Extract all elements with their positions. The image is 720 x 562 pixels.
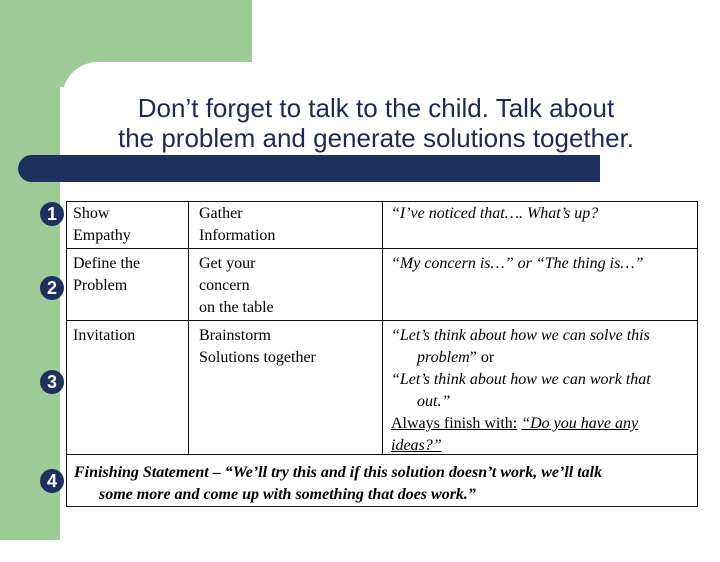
finishing-line-1: Finishing Statement – “We’ll try this and if this solution doesn’t work, we’ll talk [74, 464, 603, 481]
step-3-number: 3 [46, 372, 57, 392]
finishing-statement [74, 462, 602, 506]
row-2-action-line-2: concern [199, 277, 250, 294]
row-3-step-line-1: Invitation [73, 327, 136, 344]
row-1-step [73, 203, 131, 247]
step-4-number: 4 [46, 471, 57, 491]
row-3-phrase-line-6 [391, 435, 697, 457]
row-2-action-line-1: Get your [199, 255, 256, 272]
step-1-marker [40, 202, 64, 226]
step-4-marker [40, 469, 64, 493]
finishing-line-2: some more and come up with something that does work.” [99, 486, 476, 503]
step-2-marker [40, 276, 64, 300]
title-line-2: the problem and generate solutions together. [117, 123, 635, 153]
row-2-action [199, 253, 274, 319]
row-1-action-line-2: Information [199, 227, 276, 244]
column-divider-2 [382, 201, 383, 454]
row-3-action-line-2: Solutions together [199, 349, 316, 366]
row-3-phrase-line-5 [391, 413, 697, 435]
row-1-phrase-line-1: “I’ve noticed that…. What’s up? [391, 205, 599, 222]
row-3-action [199, 325, 316, 369]
row-3-phrase-problem-text: problem [417, 349, 470, 366]
row-2-step-line-1: Define the [73, 255, 141, 272]
row-2-step [73, 253, 140, 297]
title-line-1: Don’t forget to talk to the child. Talk about [137, 93, 615, 123]
table-left-border [66, 201, 67, 507]
title-underline-bar [18, 155, 600, 182]
row-1-phrase [391, 203, 598, 225]
row-3-phrase-or-text: ” or [469, 349, 495, 366]
row-1-step-line-1: Show [73, 205, 110, 222]
step-2-number: 2 [46, 278, 57, 298]
always-finish-label: Always finish with: [391, 415, 518, 432]
row-2-step-line-2: Problem [73, 277, 128, 294]
row-3-phrase-line-4: out.” [417, 393, 451, 410]
always-finish-phrase-start: “Do you have any [521, 415, 639, 432]
column-divider-1 [188, 201, 189, 454]
row-1-step-line-2: Empathy [73, 227, 131, 244]
row-2-action-line-3: on the table [199, 299, 274, 316]
row-3-phrase-line-1: “Let’s think about how we can solve this [391, 327, 650, 344]
row-3-step [73, 325, 135, 347]
table-right-border [697, 201, 698, 507]
row-3-action-line-1: Brainstorm [199, 327, 271, 344]
row-3-phrase-line-3: “Let’s think about how we can work that [391, 371, 651, 388]
row-1-action-line-1: Gather [199, 205, 243, 222]
slide-title [66, 93, 686, 153]
row-1-action [199, 203, 275, 247]
row-3-phrase [391, 325, 697, 457]
step-1-number: 1 [46, 204, 57, 224]
row-2-phrase [391, 253, 643, 275]
row-2-phrase-line-1: “My concern is…” or “The thing is…” [391, 255, 644, 272]
always-finish-phrase-end: ideas?” [391, 437, 442, 454]
table-bottom-border [66, 506, 698, 507]
step-3-marker [40, 370, 64, 394]
row-3-phrase-line-2 [391, 347, 697, 369]
